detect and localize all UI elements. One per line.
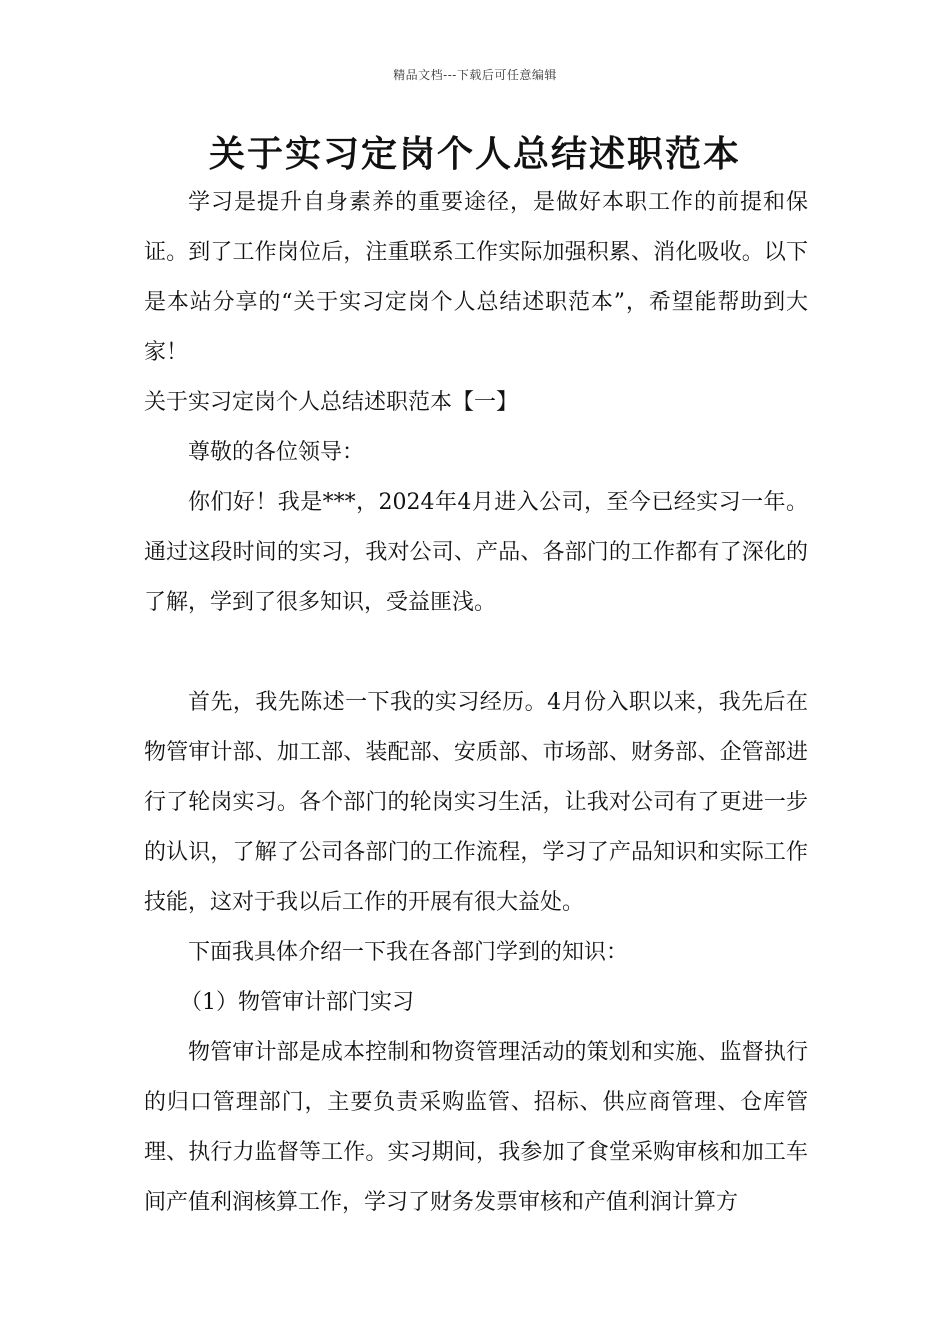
paragraph-3: 下面我具体介绍一下我在各部门学到的知识： bbox=[188, 940, 629, 965]
sub-heading: （1）物管审计部门实习 bbox=[180, 990, 414, 1015]
paragraph-4: 物管审计部是成本控制和物资管理活动的策划和实施、监督执行的归口管理部门，主要负责采购监管、招标、供应商管理、仓库管理、执行力监督等工作。实习期间，我参加了食堂采购审核和加工车间产值利润核算工作，学习了财务发票审核和产值利润计算方 bbox=[144, 1040, 808, 1215]
paragraph-1: 你们好！我是***，2024年4月进入公司，至今已经实习一年。通过这段时间的实习，我对公司、产品、各部门的工作都有了深化的了解，学到了很多知识，受益匪浅。 bbox=[144, 490, 808, 615]
intro-paragraph: 学习是提升自身素养的重要途径，是做好本职工作的前提和保证。到了工作岗位后，注重联系工作实际加强积累、消化吸收。以下是本站分享的“关于实习定岗个人总结述职范本”，希望能帮助到大家！ bbox=[144, 190, 808, 365]
document-body bbox=[144, 178, 808, 1228]
section-heading: 关于实习定岗个人总结述职范本【一】 bbox=[144, 390, 519, 415]
document-title: 关于实习定岗个人总结述职范本 bbox=[208, 133, 741, 175]
paragraph-2: 首先，我先陈述一下我的实习经历。4月份入职以来，我先后在物管审计部、加工部、装配部、安质部、市场部、财务部、企管部进行了轮岗实习。各个部门的轮岗实习生活，让我对公司有了更进一步的认识，了解了公司各部门的工作流程，学习了产品知识和实际工作技能，这对于我以后工作的开展有很大益处。 bbox=[144, 690, 808, 915]
salutation: 尊敬的各位领导： bbox=[188, 440, 365, 465]
paragraph-gap bbox=[144, 628, 808, 678]
header-note: 精品文档---下载后可任意编辑 bbox=[393, 68, 557, 82]
